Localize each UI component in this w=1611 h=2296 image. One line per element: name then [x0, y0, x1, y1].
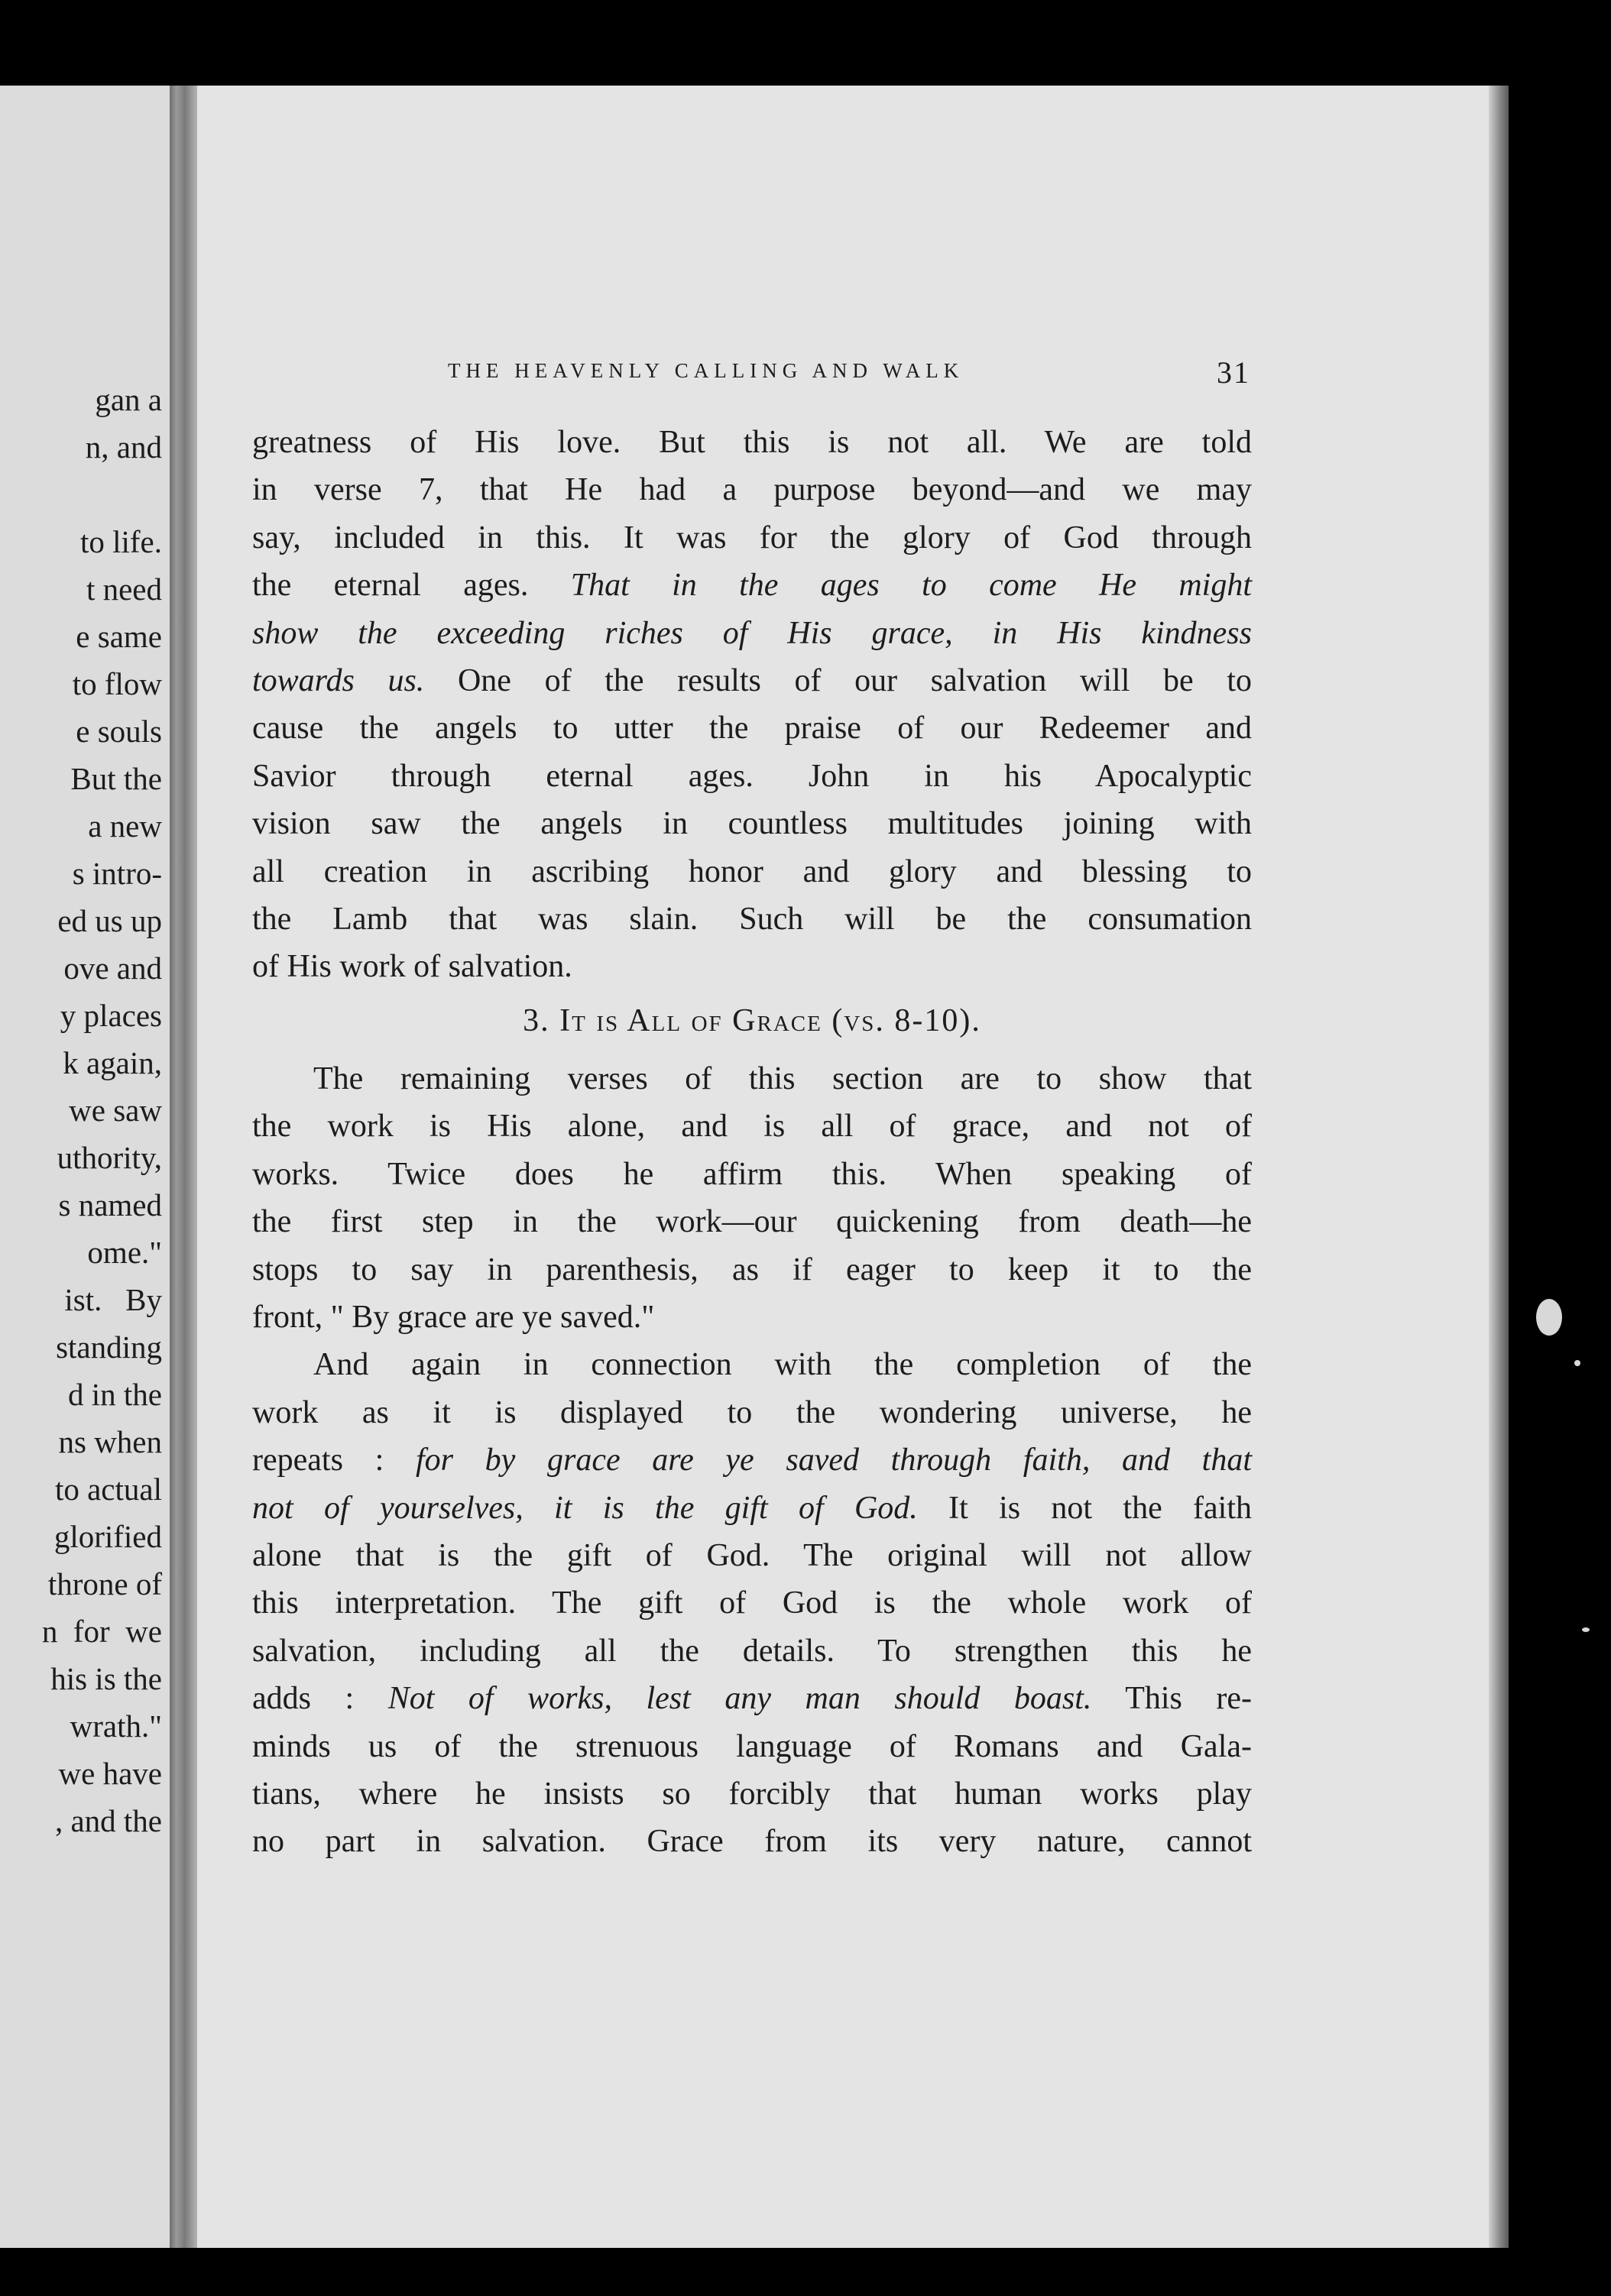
- text-line: stops to say in parenthesis, as if eager to keep it to the: [252, 1252, 1252, 1287]
- text-line: cause the angels to utter the praise of our Redeemer and: [252, 711, 1252, 746]
- left-page-fragment: d in the: [68, 1377, 162, 1412]
- left-page-fragment: e souls: [76, 714, 162, 749]
- text-line: The remaining verses of this section are to show that: [313, 1061, 1252, 1097]
- text-line: alone that is the gift of God. The original will not allow: [252, 1537, 1252, 1573]
- facing-left-page: [0, 86, 170, 2248]
- text-line: front, " By grace are ye saved.": [252, 1300, 655, 1336]
- book-gutter: [170, 86, 197, 2248]
- page-number: 31: [1217, 355, 1250, 390]
- text-line: minds us of the strenuous language of Romans and Gala-: [252, 1728, 1252, 1764]
- text-line: the Lamb that was slain. Such will be the consumation: [252, 901, 1252, 937]
- text-line: of His work of salvation.: [252, 949, 572, 985]
- left-page-text-fragments: [42, 376, 162, 1844]
- text-line: And again in connection with the completion of the: [313, 1347, 1252, 1383]
- text-line: this interpretation. The gift of God is the whole work of: [252, 1585, 1252, 1621]
- text-line: adds : Not of works, lest any man should boast. This re-: [252, 1681, 1252, 1717]
- left-page-fragment: to actual: [54, 1472, 162, 1507]
- scan-speck: [1574, 1360, 1580, 1366]
- left-page-fragment: ns when: [58, 1424, 162, 1459]
- text-line: the eternal ages. That in the ages to come He might: [252, 568, 1253, 604]
- left-page-fragment: e same: [76, 619, 162, 654]
- text-line: show the exceeding riches of His grace, in His kindness: [252, 615, 1252, 651]
- text-line: say, included in this. It was for the glory of God through: [252, 520, 1252, 555]
- left-page-fragment: glorified: [53, 1519, 162, 1554]
- section-heading: 3. It is All of Grace (vs. 8-10).: [523, 1002, 981, 1038]
- paragraph-3: [252, 1341, 1252, 1865]
- text-line: Savior through eternal ages. John in his Apocalyptic: [252, 758, 1252, 794]
- left-page-fragment: But the: [70, 761, 162, 796]
- text-line: all creation in ascribing honor and glory and blessing to: [252, 853, 1252, 889]
- text-line: salvation, including all the details. To strengthen this he: [252, 1633, 1252, 1669]
- left-page-fragment: standing: [56, 1329, 162, 1365]
- left-page-fragment: his is the: [50, 1661, 162, 1696]
- text-line: towards us. One of the results of our salvation will be to: [252, 662, 1252, 698]
- left-page-fragment: we saw: [69, 1093, 162, 1128]
- left-page-fragment: wrath.": [70, 1708, 162, 1744]
- left-page-fragment: y places: [60, 998, 162, 1033]
- left-page-fragment: n, and: [85, 429, 162, 465]
- page-edge-shadow: [1489, 86, 1509, 2248]
- text-line: the work is His alone, and is all of grace, and not of: [252, 1109, 1252, 1145]
- left-page-fragment: to life.: [79, 524, 162, 559]
- paragraph-1: [252, 419, 1252, 991]
- text-line: vision saw the angels in countless multitudes joining with: [252, 806, 1252, 842]
- text-line: not of yourselves, it is the gift of God. It is not the faith: [252, 1490, 1252, 1526]
- left-page-fragment: s named: [58, 1187, 162, 1222]
- left-page-fragment: ed us up: [57, 903, 162, 938]
- left-page-fragment: gan a: [95, 382, 162, 417]
- left-page-fragment: ome.": [87, 1235, 162, 1270]
- left-page-fragment: throne of: [47, 1566, 162, 1601]
- left-page-fragment: s intro-: [72, 856, 162, 891]
- text-line: in verse 7, that He had a purpose beyond—and we may: [252, 472, 1252, 508]
- paragraph-2: [252, 1055, 1252, 1341]
- left-page-fragment: , and the: [54, 1803, 162, 1838]
- scan-speck: [1536, 1299, 1562, 1336]
- left-page-fragment: k again,: [63, 1045, 162, 1080]
- text-line: repeats : for by grace are ye saved through faith, and that: [252, 1443, 1253, 1478]
- scan-speck: [1582, 1627, 1590, 1632]
- text-line: no part in salvation. Grace from its very nature, cannot: [252, 1824, 1252, 1860]
- left-page-fragment: to flow: [72, 666, 162, 701]
- page-body: [252, 419, 1252, 1866]
- text-line: work as it is displayed to the wondering universe, he: [252, 1394, 1252, 1430]
- left-page-fragment: t need: [86, 572, 162, 607]
- left-page-fragment: n for we: [41, 1614, 162, 1649]
- running-head-title: THE HEAVENLY CALLING AND WALK: [448, 359, 964, 382]
- text-line: works. Twice does he affirm this. When speaking of: [252, 1156, 1252, 1192]
- text-line: greatness of His love. But this is not all. We are told: [252, 425, 1252, 460]
- left-page-fragment: we have: [58, 1756, 162, 1791]
- left-page-fragment: uthority,: [57, 1140, 162, 1175]
- left-page-fragment: ove and: [63, 950, 162, 986]
- text-line: tians, where he insists so forcibly that human works play: [252, 1776, 1252, 1812]
- left-page-fragment: a new: [88, 808, 162, 844]
- left-page-fragment: [42, 471, 162, 518]
- text-line: the first step in the work—our quickening from death—he: [252, 1204, 1252, 1240]
- left-page-fragment: ist. By: [64, 1282, 162, 1317]
